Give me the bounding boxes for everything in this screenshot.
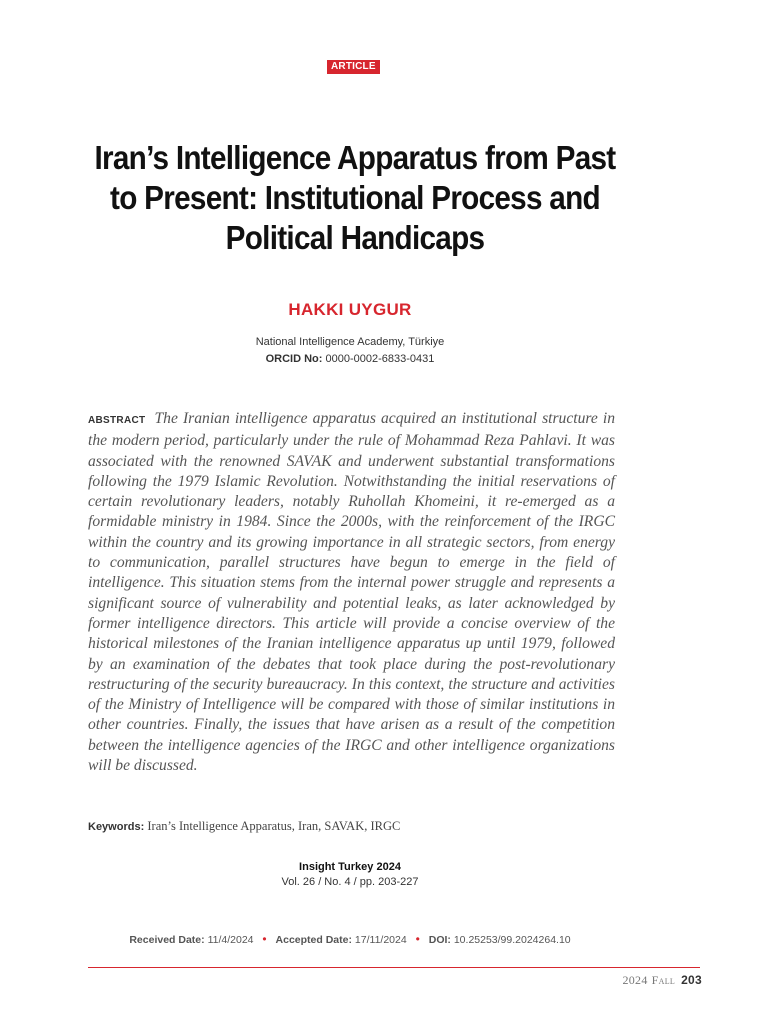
orcid-value: 0000-0002-6833-0431	[325, 353, 435, 365]
footer-year: 2024	[622, 973, 648, 987]
article-dates	[0, 932, 700, 946]
orcid-line	[0, 351, 700, 368]
received-label: Received Date:	[129, 934, 205, 946]
keywords-label: Keywords:	[88, 821, 145, 833]
keywords	[88, 819, 628, 834]
separator-dot: •	[415, 932, 420, 946]
page-number: 203	[681, 973, 702, 987]
author-name: HAKKI UYGUR	[288, 300, 412, 319]
abstract-label: ABSTRACT	[88, 415, 146, 426]
accepted-label: Accepted Date:	[275, 934, 352, 946]
doi-value[interactable]: 10.25253/99.2024264.10	[453, 934, 571, 946]
footer-rule	[88, 967, 700, 968]
keywords-value: Iran’s Intelligence Apparatus, Iran, SAVAK, IRGC	[147, 819, 401, 833]
separator-dot: •	[262, 932, 267, 946]
footer-season: Fall	[651, 973, 676, 987]
abstract-text: The Iranian intelligence apparatus acquired an institutional structure in the modern period, particularly under the rule of Mohammad Reza Pahlavi. It was associated with the renowned SAVAK and underwent substantial transformations following the 1979 Islamic Revolution. Notwithstanding the initial reservations of certain revolutionary leaders, notably Ruhollah Khomeini, it re-emerged as a formidable ministry in 1984. Since the 2000s, with the reinforcement of the IRGC within the country and its growing importance in all strategic sectors, from energy to communication, parallel structures have begun to emerge in the field of intelligence. This situation stems from the internal power struggle and represents a significant source of vulnerability and potential leaks, as later acknowledged by former intelligence directors. This article will provide a concise overview of the historical milestones of the Iranian intelligence apparatus up until 1979, followed by an examination of the debates that took place during the post-revolutionary restructuring of the security bureaucracy. In this context, the structure and activities of the Ministry of Intelligence will be compared with those of similar institutions in other countries. Finally, the issues that have arisen as a result of the competition between the intelligence agencies of the IRGC and other intelligence organizations will be discussed.	[88, 410, 616, 775]
accepted-date: 17/11/2024	[354, 934, 407, 946]
journal-name: Insight Turkey 2024	[299, 861, 401, 873]
journal-info	[0, 860, 700, 890]
article-title: Iran’s Intelligence Apparatus from Past to Present: Institutional Process and Political Handicaps	[94, 139, 616, 256]
doi-label: DOI:	[428, 934, 451, 946]
page-footer	[622, 973, 702, 988]
orcid-label: ORCID No:	[265, 353, 323, 365]
article-badge: ARTICLE	[327, 60, 380, 74]
received-date: 11/4/2024	[207, 934, 254, 946]
author-affiliation-block	[0, 334, 700, 368]
journal-volume: Vol. 26 / No. 4 / pp. 203-227	[281, 876, 419, 888]
abstract	[88, 409, 615, 776]
affiliation: National Intelligence Academy, Türkiye	[255, 336, 445, 348]
